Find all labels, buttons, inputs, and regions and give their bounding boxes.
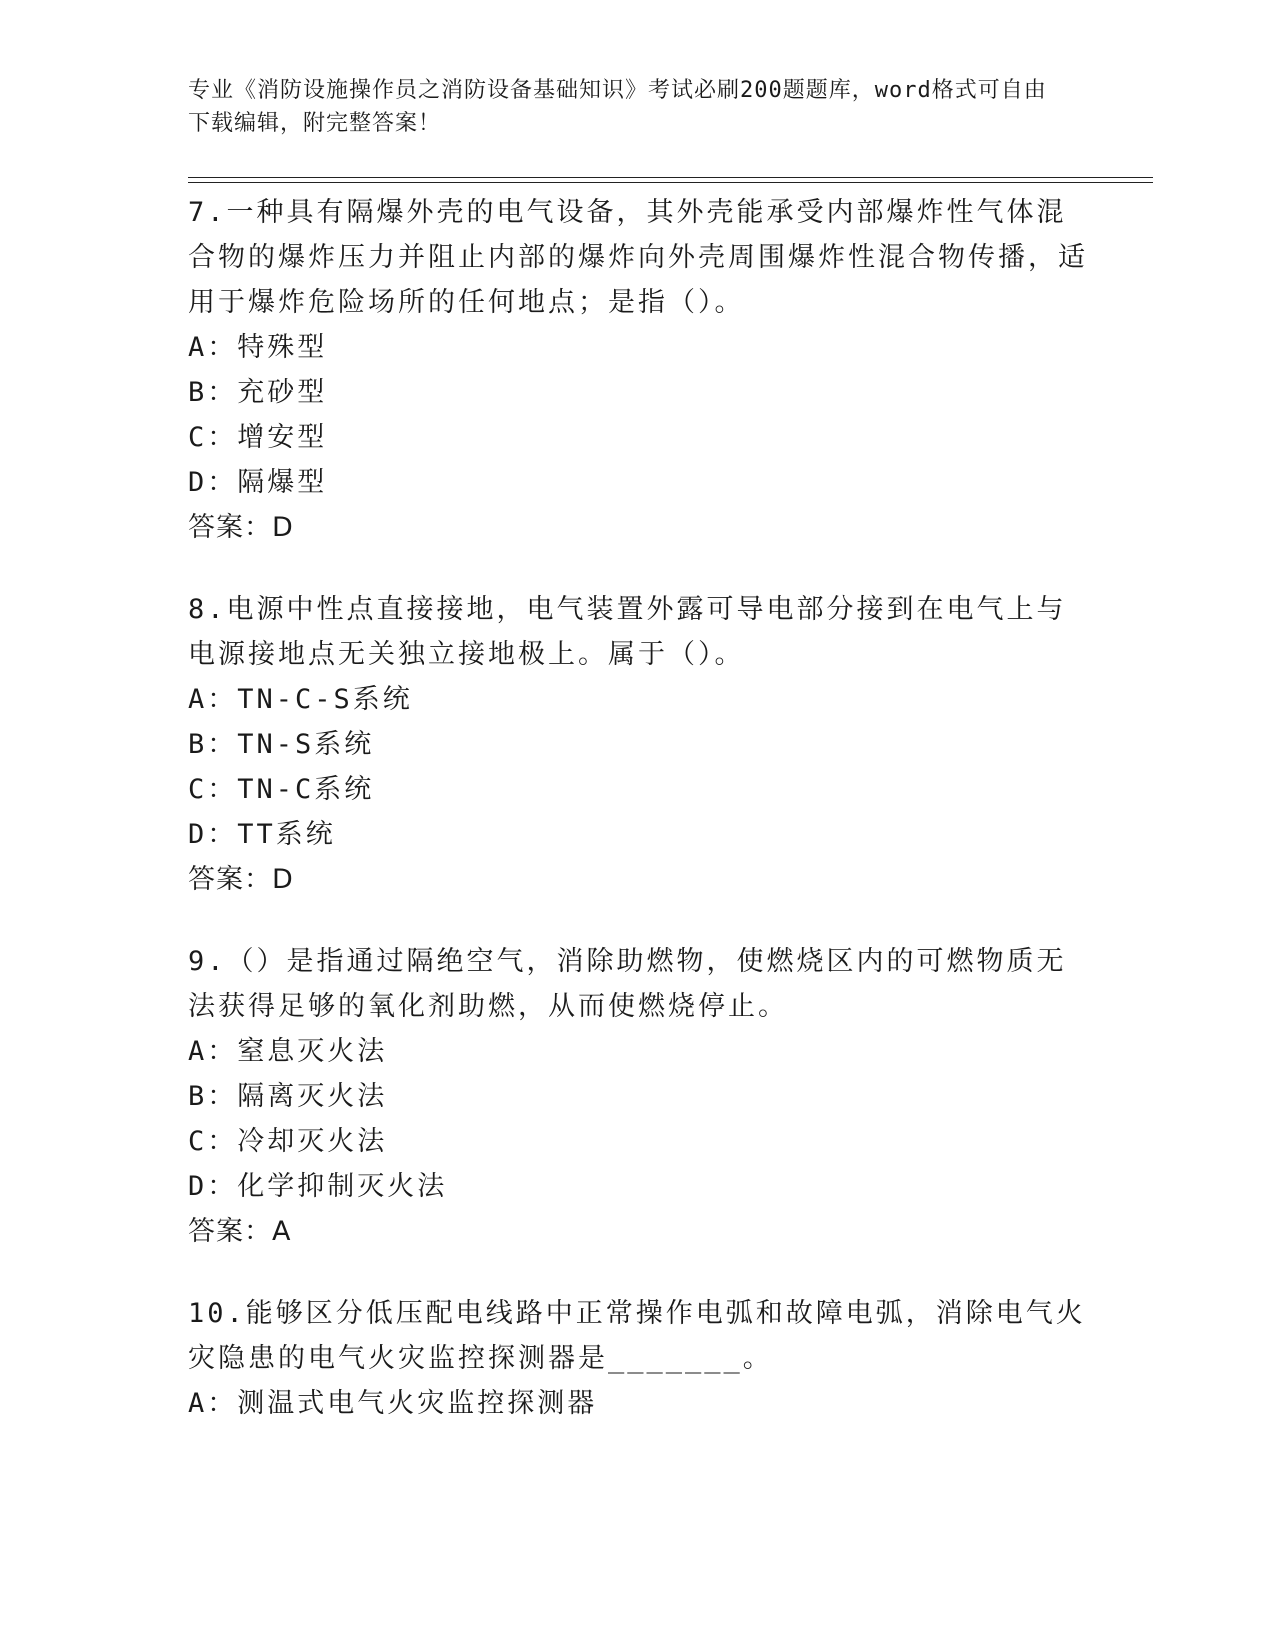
option-c: C：TN-C系统 xyxy=(188,774,375,805)
option-d: D：化学抑制灭火法 xyxy=(188,1171,448,1202)
question-8 xyxy=(188,587,1088,902)
option-a: A：特殊型 xyxy=(188,332,328,363)
question-list xyxy=(188,190,1088,1463)
question-9 xyxy=(188,939,1088,1254)
header-rule-top xyxy=(188,177,1153,178)
question-10 xyxy=(188,1291,1088,1426)
question-stem: 9.（）是指通过隔绝空气，消除助燃物，使燃烧区内的可燃物质无法获得足够的氧化剂助燃，从而使燃烧停止。 xyxy=(188,946,1067,1022)
option-c: C：增安型 xyxy=(188,422,328,453)
option-b: B：充砂型 xyxy=(188,377,328,408)
question-stem: 8.电源中性点直接接地，电气装置外露可导电部分接到在电气上与电源接地点无关独立接地极上。属于（）。 xyxy=(188,594,1067,670)
option-a: A：TN-C-S系统 xyxy=(188,684,413,715)
document-header: 专业《消防设施操作员之消防设备基础知识》考试必刷200题题库，word格式可自由下载编辑，附完整答案！ xyxy=(188,78,1047,136)
option-a: A：测温式电气火灾监控探测器 xyxy=(188,1388,598,1419)
option-b: B：TN-S系统 xyxy=(188,729,375,760)
option-d: D：TT系统 xyxy=(188,819,336,850)
option-b: B：隔离灭火法 xyxy=(188,1081,388,1112)
question-7 xyxy=(188,190,1088,550)
answer-line: 答案：D xyxy=(188,864,294,895)
option-a: A：窒息灭火法 xyxy=(188,1036,388,1067)
option-c: C：冷却灭火法 xyxy=(188,1126,388,1157)
question-stem: 10.能够区分低压配电线路中正常操作电弧和故障电弧，消除电气火灾隐患的电气火灾监控探测器是_______。 xyxy=(188,1298,1086,1374)
answer-line: 答案：D xyxy=(188,512,294,543)
answer-line: 答案：A xyxy=(188,1216,292,1247)
question-stem: 7.一种具有隔爆外壳的电气设备，其外壳能承受内部爆炸性气体混合物的爆炸压力并阻止内部的爆炸向外壳周围爆炸性混合物传播，适用于爆炸危险场所的任何地点；是指（）。 xyxy=(188,197,1088,318)
option-d: D：隔爆型 xyxy=(188,467,328,498)
header-rule-bottom xyxy=(188,182,1153,183)
